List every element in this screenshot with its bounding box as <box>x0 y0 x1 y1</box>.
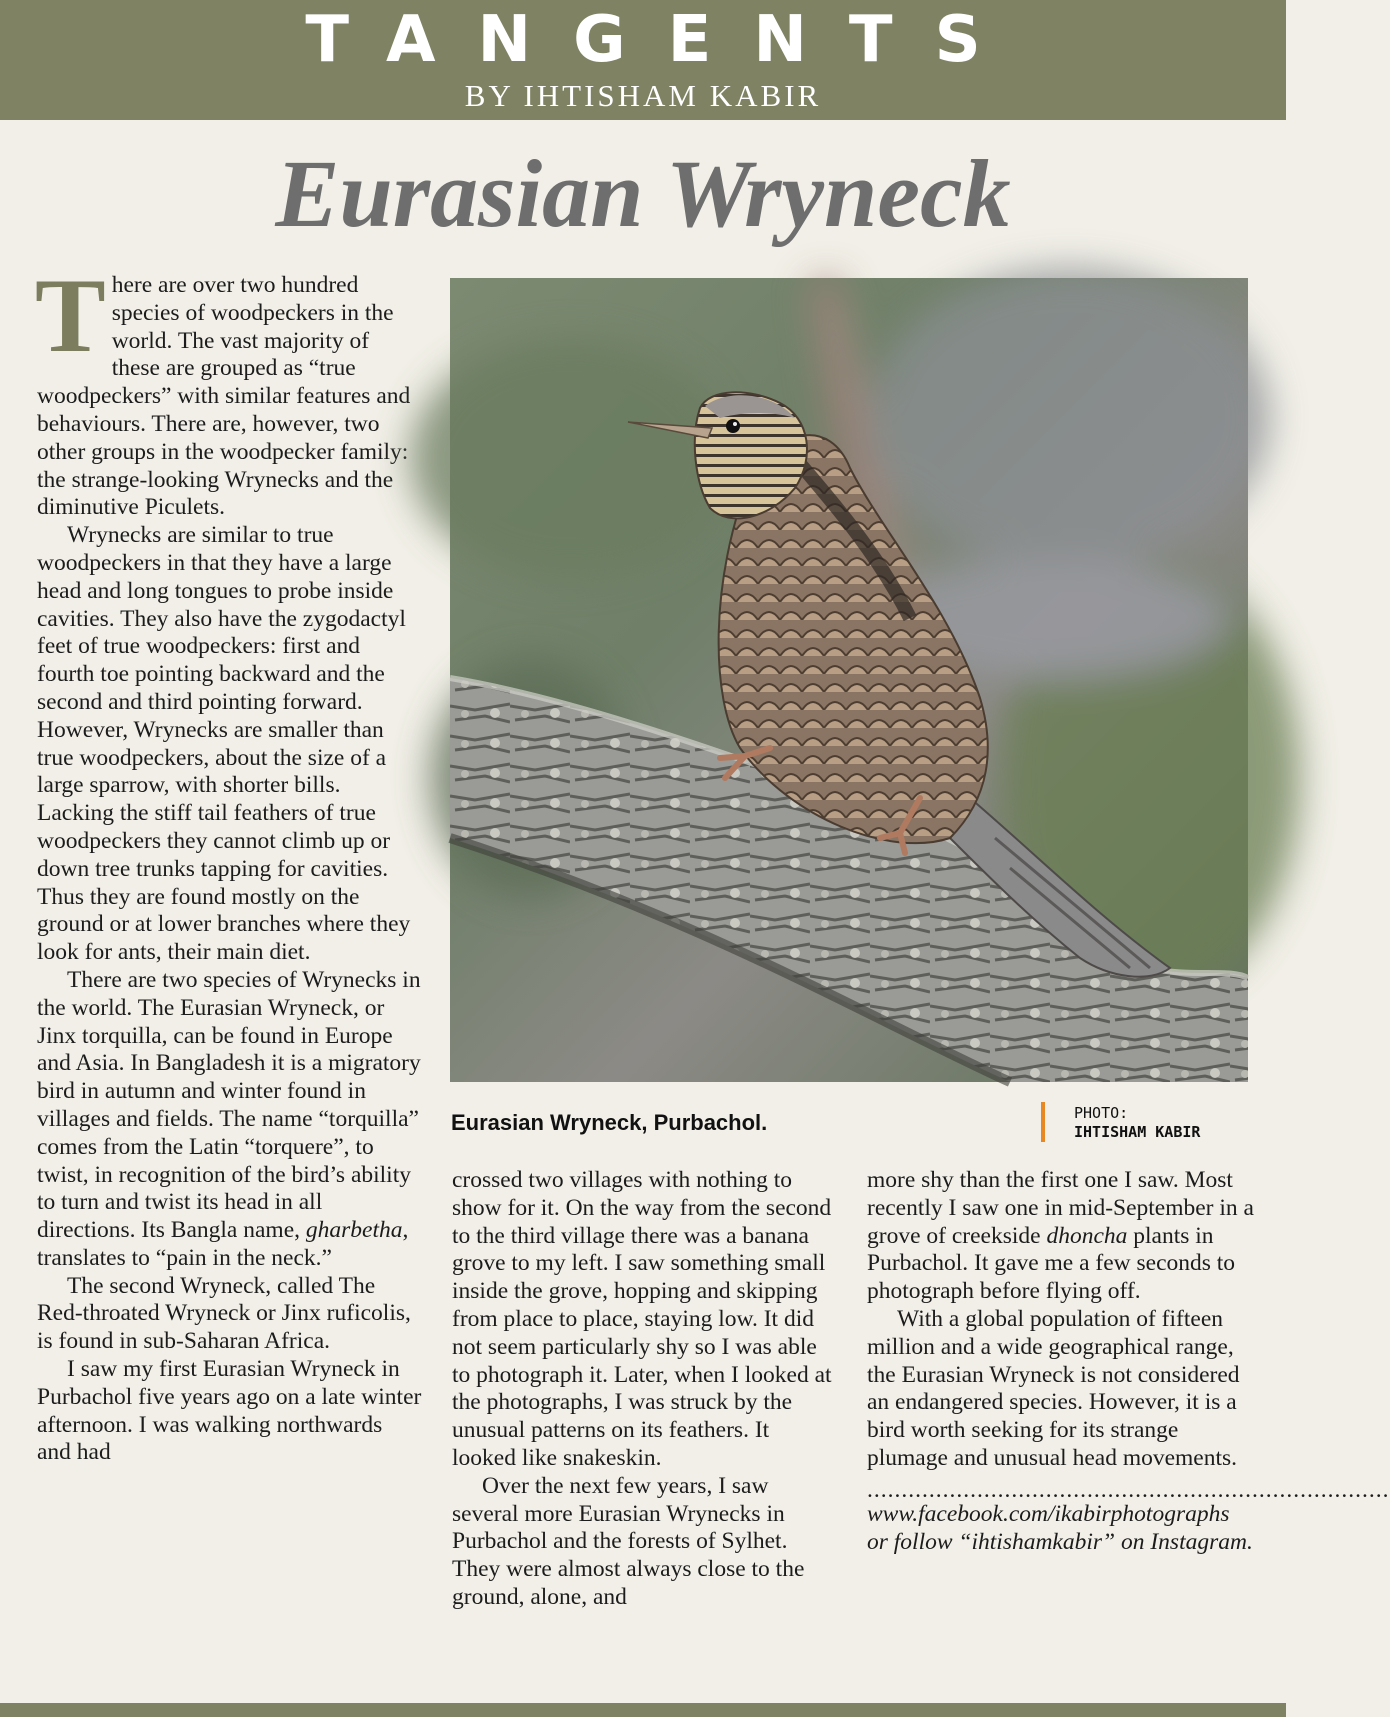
wryneck-photo <box>450 278 1248 1082</box>
paragraph-5-start: I saw my first Eurasian Wryneck in Purbachol five years ago on a late winter afternoon. I was walking northwards and had <box>37 1356 422 1466</box>
instagram-note: or follow “ihtishamkabir” on Instagram. <box>867 1528 1253 1555</box>
photo-credit <box>1074 1104 1200 1142</box>
photo-credit-label: PHOTO: <box>1074 1104 1129 1122</box>
paragraph-6-continued <box>867 1167 1257 1306</box>
paragraph-2: Wrynecks are similar to true woodpeckers in that they have a large head and long tongues to probe inside cavities. They also have the zygodactyl feet of true woodpeckers: first and fourth toe pointing backward and the second and third pointing forward. However, Wrynecks are smaller than true woodpeckers, about the size of a large sparrow, with shorter bills. Lacking the stiff tail feathers of true woodpeckers they cannot climb up or down tree trunks tapping for cavities. Thus they are found mostly on the ground or at lower branches where they look for ants, their main diet. <box>37 522 411 966</box>
paragraph-5-continued: crossed two villages with nothing to show for it. On the way from the second to the third village there was a banana grove to my left. I saw something small inside the grove, hopping and skipping from place to place, staying low. It did not seem particularly shy so I was able to photograph it. Later, when I looked at the photographs, I was struck by the unusual patterns on its feathers. It looked like snakeskin. <box>452 1167 832 1471</box>
drop-cap: T <box>35 257 106 374</box>
article-column-3 <box>867 1167 1390 1556</box>
facebook-link[interactable]: www.facebook.com/ikabirphotographs <box>867 1500 1230 1527</box>
footer-bar <box>0 1703 1286 1717</box>
paragraph-1-text: here are over two hundred species of woodpeckers in the world. The vast majority of these are grouped as “true woodpeckers” with similar features and behaviours. There are, however, two other groups in the woodpecker family: the strange-looking Wrynecks and the diminutive Piculets. <box>37 272 411 521</box>
bird-on-branch-illustration <box>450 278 1248 1082</box>
masthead <box>0 0 1286 120</box>
masthead-title: TANGENTS <box>305 3 1023 77</box>
article-column-1 <box>35 257 422 1467</box>
paragraph-7: With a global population of fifteen million and a wide geographical range, the Eurasian Wryneck is not considered an endangered species. However, it is a bird worth seeking for its strange plumage and unusual head movements. <box>867 1305 1240 1471</box>
paragraph-4: The second Wryneck, called The Red-throated Wryneck or Jinx ruficolis, is found in sub-Saharan Africa. <box>37 1272 411 1355</box>
paragraph-6-start: Over the next few years, I saw several more Eurasian Wrynecks in Purbachol and the forests of Sylhet. They were almost always close to the ground, alone, and <box>452 1472 805 1610</box>
paragraph-6-text-c: plants in Purbachol. It gave me a few seconds to photograph before flying off. <box>867 1222 1236 1305</box>
article-column-2 <box>452 1167 837 1612</box>
paragraph-3-text-b: , translates to “pain in the neck.” <box>37 1217 409 1271</box>
bangla-name: gharbetha <box>305 1217 403 1244</box>
paragraph-3 <box>37 967 422 1273</box>
credit-accent-bar <box>1041 1102 1045 1142</box>
article-headline: Eurasian Wryneck <box>275 140 1011 247</box>
paragraph-6-text-b: more shy than the first one I saw. Most recently I saw one in mid-September in a grove of creekside <box>867 1167 1254 1249</box>
paragraph-1 <box>35 257 422 522</box>
plant-name: dhoncha <box>1046 1222 1128 1249</box>
photo-caption: Eurasian Wryneck, Purbachol. <box>451 1110 768 1135</box>
masthead-byline: BY IHTISHAM KABIR <box>464 78 822 113</box>
photo-credit-name: IHTISHAM KABIR <box>1074 1123 1201 1141</box>
dotted-separator: ............................................................................ <box>867 1476 1390 1503</box>
paragraph-3-text-a: There are two species of Wrynecks in the world. The Eurasian Wryneck, or Jinx torquilla, can be found in Europe and Asia. In Bangladesh it is a migratory bird in autumn and winter found in villages and fields. The name “torquilla” comes from the Latin “torquere”, to twist, in recognition of the bird’s ability to turn and twist its head in all directions. Its Bangla name, <box>37 966 421 1244</box>
